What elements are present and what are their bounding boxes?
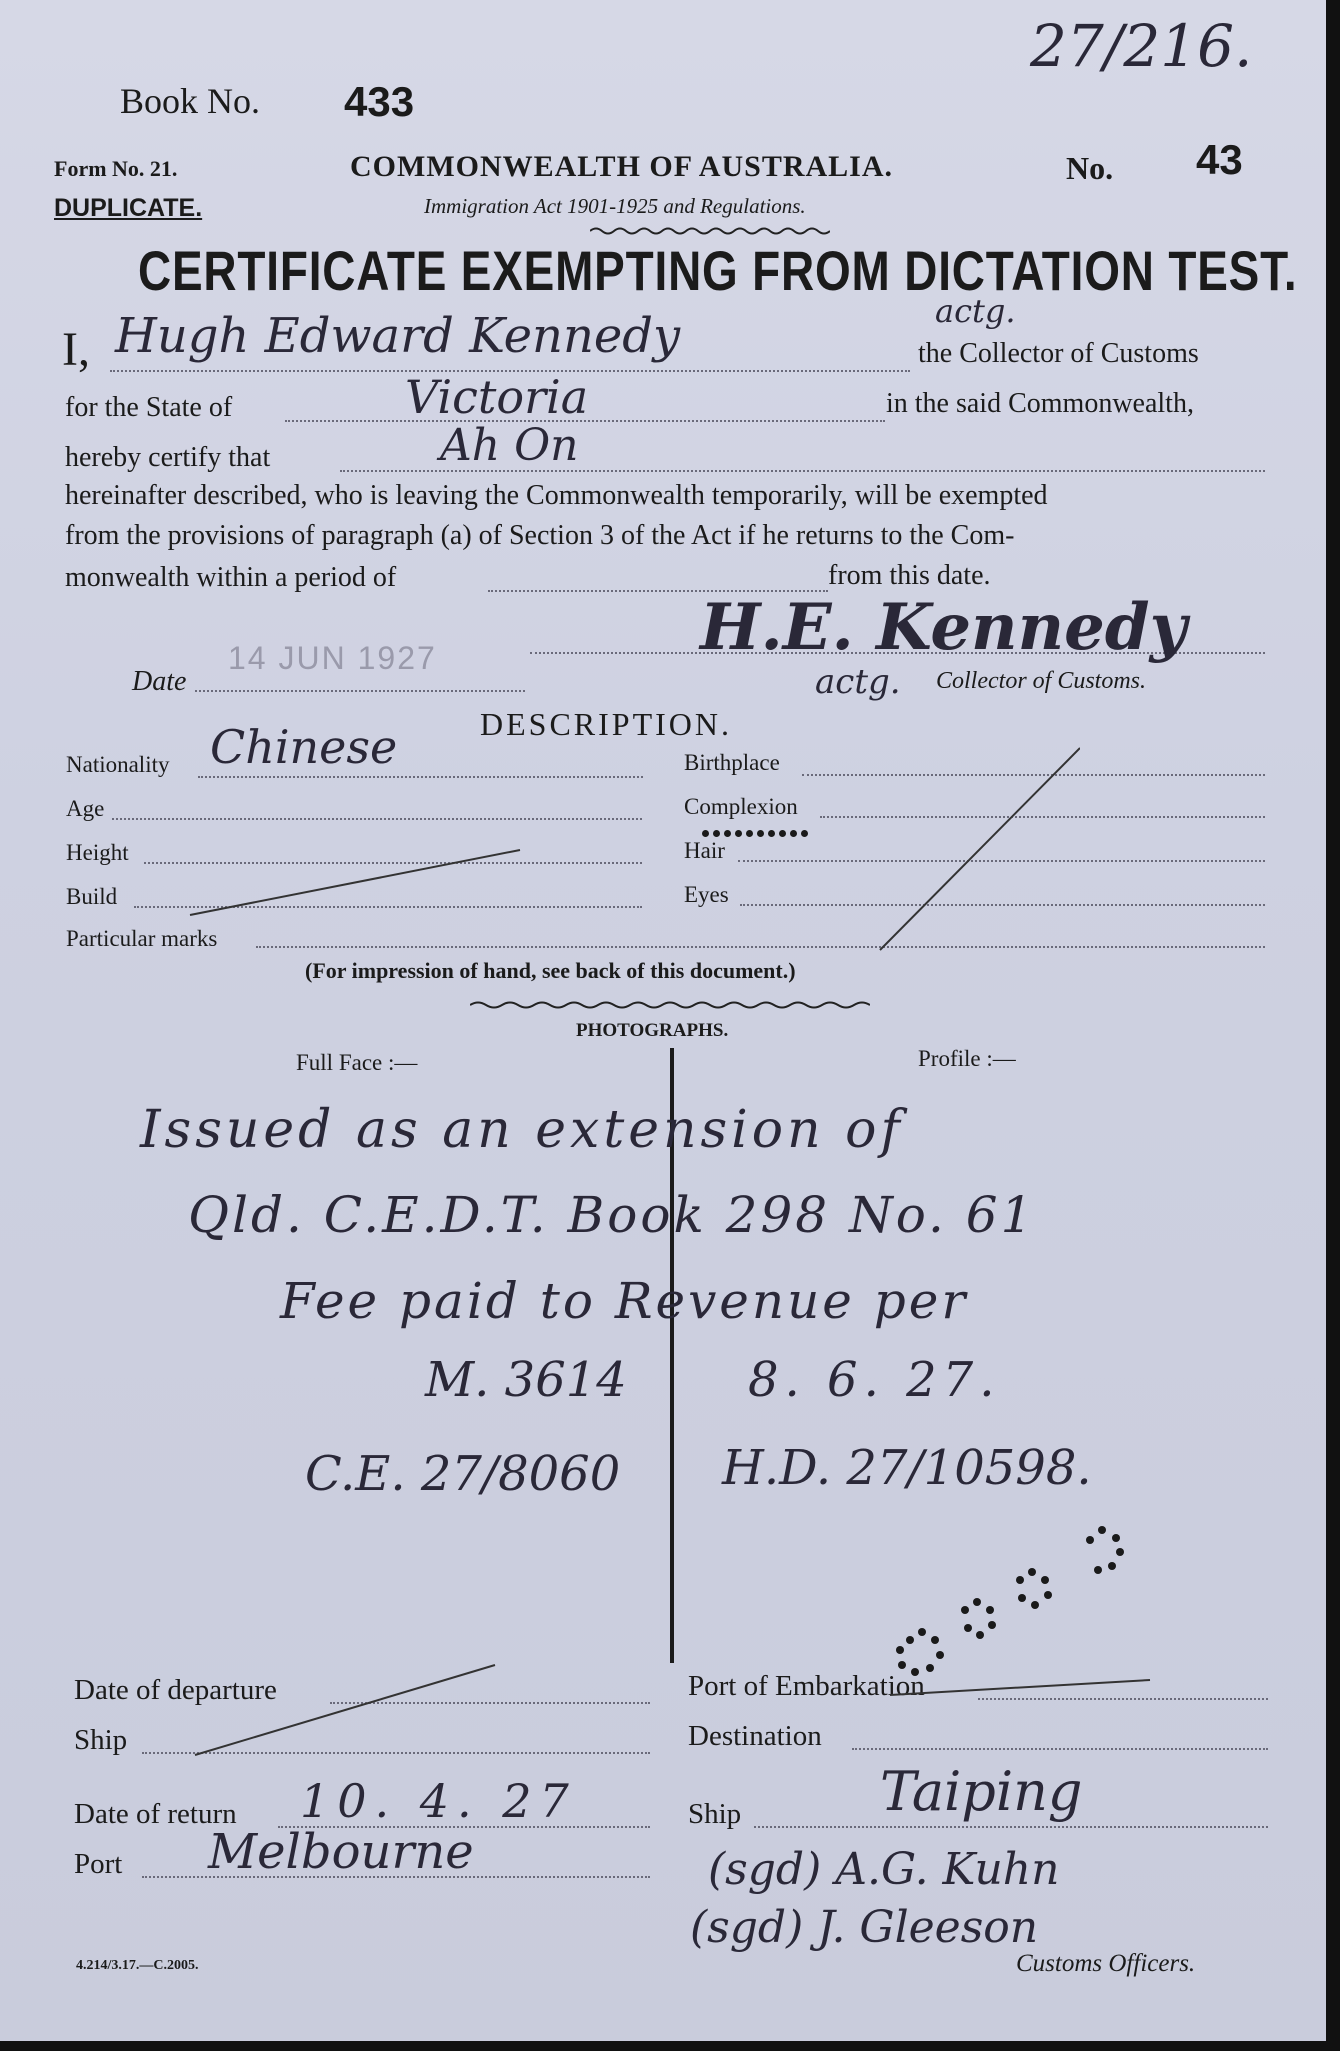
departure-label: Date of departure: [74, 1674, 277, 1706]
book-label: Book No.: [120, 81, 261, 121]
full-face-label: Full Face :—: [296, 1050, 418, 1075]
person-name: Ah On: [440, 420, 579, 471]
duplicate-label: DUPLICATE.: [54, 194, 203, 222]
collector-signature-label: Collector of Customs.: [936, 668, 1147, 694]
certify-label: hereby certify that: [65, 442, 271, 473]
build-label: Build: [66, 884, 118, 909]
ship2-value: Taiping: [880, 1760, 1083, 1823]
form-number: Form No. 21.: [54, 156, 178, 181]
note-line-5b: H.D. 27/10598.: [722, 1440, 1092, 1496]
destination-label: Destination: [688, 1720, 822, 1752]
collector-signature: H.E. Kennedy: [700, 590, 1187, 665]
commonwealth-heading: COMMONWEALTH OF AUSTRALIA.: [350, 150, 894, 183]
signature-actg: actg.: [815, 662, 901, 702]
perforation-number: [700, 826, 960, 844]
note-line-1: Issued as an extension of: [140, 1100, 904, 1160]
strike-lines: [180, 740, 1080, 960]
wavy-rule-2: [470, 1000, 870, 1010]
return-label: Date of return: [74, 1798, 237, 1830]
nationality-value: Chinese: [210, 720, 398, 774]
customs-officer-1: (sgd) A.G. Kuhn: [708, 1844, 1060, 1895]
particular-marks-label: Particular marks: [66, 926, 218, 951]
perforated-number-stamp: [880, 1500, 1170, 1680]
scan-edge-bottom: [0, 2041, 1340, 2051]
certificate-number: 43: [1196, 136, 1243, 183]
date-line: [195, 690, 525, 692]
wavy-rule: [590, 226, 830, 236]
age-label: Age: [66, 796, 105, 821]
ship-label: Ship: [74, 1724, 128, 1756]
ship2-line: [754, 1826, 1268, 1828]
description-heading: DESCRIPTION.: [480, 706, 733, 742]
state-line: [285, 420, 885, 422]
return-value: 10. 4. 27: [300, 1774, 577, 1828]
body-line-3-end: from this date.: [828, 560, 991, 591]
state-label: for the State of: [65, 392, 233, 423]
print-code: 4.214/3.17.—C.2005.: [76, 1958, 199, 1973]
book-number: 433: [344, 78, 415, 125]
hair-label: Hair: [684, 838, 725, 863]
port-value: Melbourne: [208, 1824, 474, 1880]
body-line-2: from the provisions of paragraph (a) of Section 3 of the Act if he returns to the Com-: [65, 520, 1015, 551]
nationality-label: Nationality: [66, 752, 170, 777]
embarkation-label: Port of Embarkation: [688, 1670, 925, 1702]
i-label: I,: [62, 323, 90, 376]
travel-strike-lines: [190, 1660, 1190, 1760]
note-line-2: Qld. C.E.D.T. Book 298 No. 61: [188, 1186, 1036, 1244]
collector-label: the Collector of Customs: [918, 338, 1199, 369]
height-label: Height: [66, 840, 129, 865]
port-label: Port: [74, 1848, 123, 1880]
scan-edge: [1326, 0, 1340, 2051]
state-value: Victoria: [405, 370, 589, 424]
no-label: No.: [1066, 150, 1114, 186]
date-stamp: 14 JUN 1927: [228, 640, 437, 676]
body-line-1: hereinafter described, who is leaving the Commonwealth temporarily, will be exempted: [65, 480, 1048, 511]
reference-number: 27/216.: [1030, 12, 1253, 80]
birthplace-label: Birthplace: [684, 750, 780, 775]
certificate-title: CERTIFICATE EXEMPTING FROM DICTATION TEST.: [138, 239, 1298, 302]
person-line: [340, 470, 1265, 472]
profile-label: Profile :—: [918, 1046, 1016, 1071]
note-line-3: Fee paid to Revenue per: [280, 1272, 969, 1330]
note-line-4a: M. 3614: [425, 1352, 627, 1408]
port-line: [142, 1876, 650, 1878]
note-line-4b: 8. 6. 27.: [748, 1352, 1001, 1408]
body-line-3-start: monwealth within a period of: [65, 562, 397, 593]
photographs-heading: PHOTOGRAPHS.: [576, 1020, 729, 1041]
note-line-5a: C.E. 27/8060: [305, 1446, 621, 1502]
complexion-label: Complexion: [684, 794, 798, 819]
customs-officer-2: (sgd) J. Gleeson: [690, 1902, 1039, 1953]
date-label: Date: [132, 666, 187, 697]
actg-note: actg.: [935, 292, 1016, 330]
act-line: Immigration Act 1901-1925 and Regulations.: [424, 194, 806, 218]
commonwealth-label: in the said Commonwealth,: [886, 388, 1194, 419]
hand-impression-note: (For impression of hand, see back of this document.): [305, 958, 796, 983]
ship2-label: Ship: [688, 1798, 742, 1830]
customs-officers-label: Customs Officers.: [1016, 1950, 1196, 1977]
eyes-label: Eyes: [684, 882, 729, 907]
officer-name: Hugh Edward Kennedy: [115, 308, 681, 364]
